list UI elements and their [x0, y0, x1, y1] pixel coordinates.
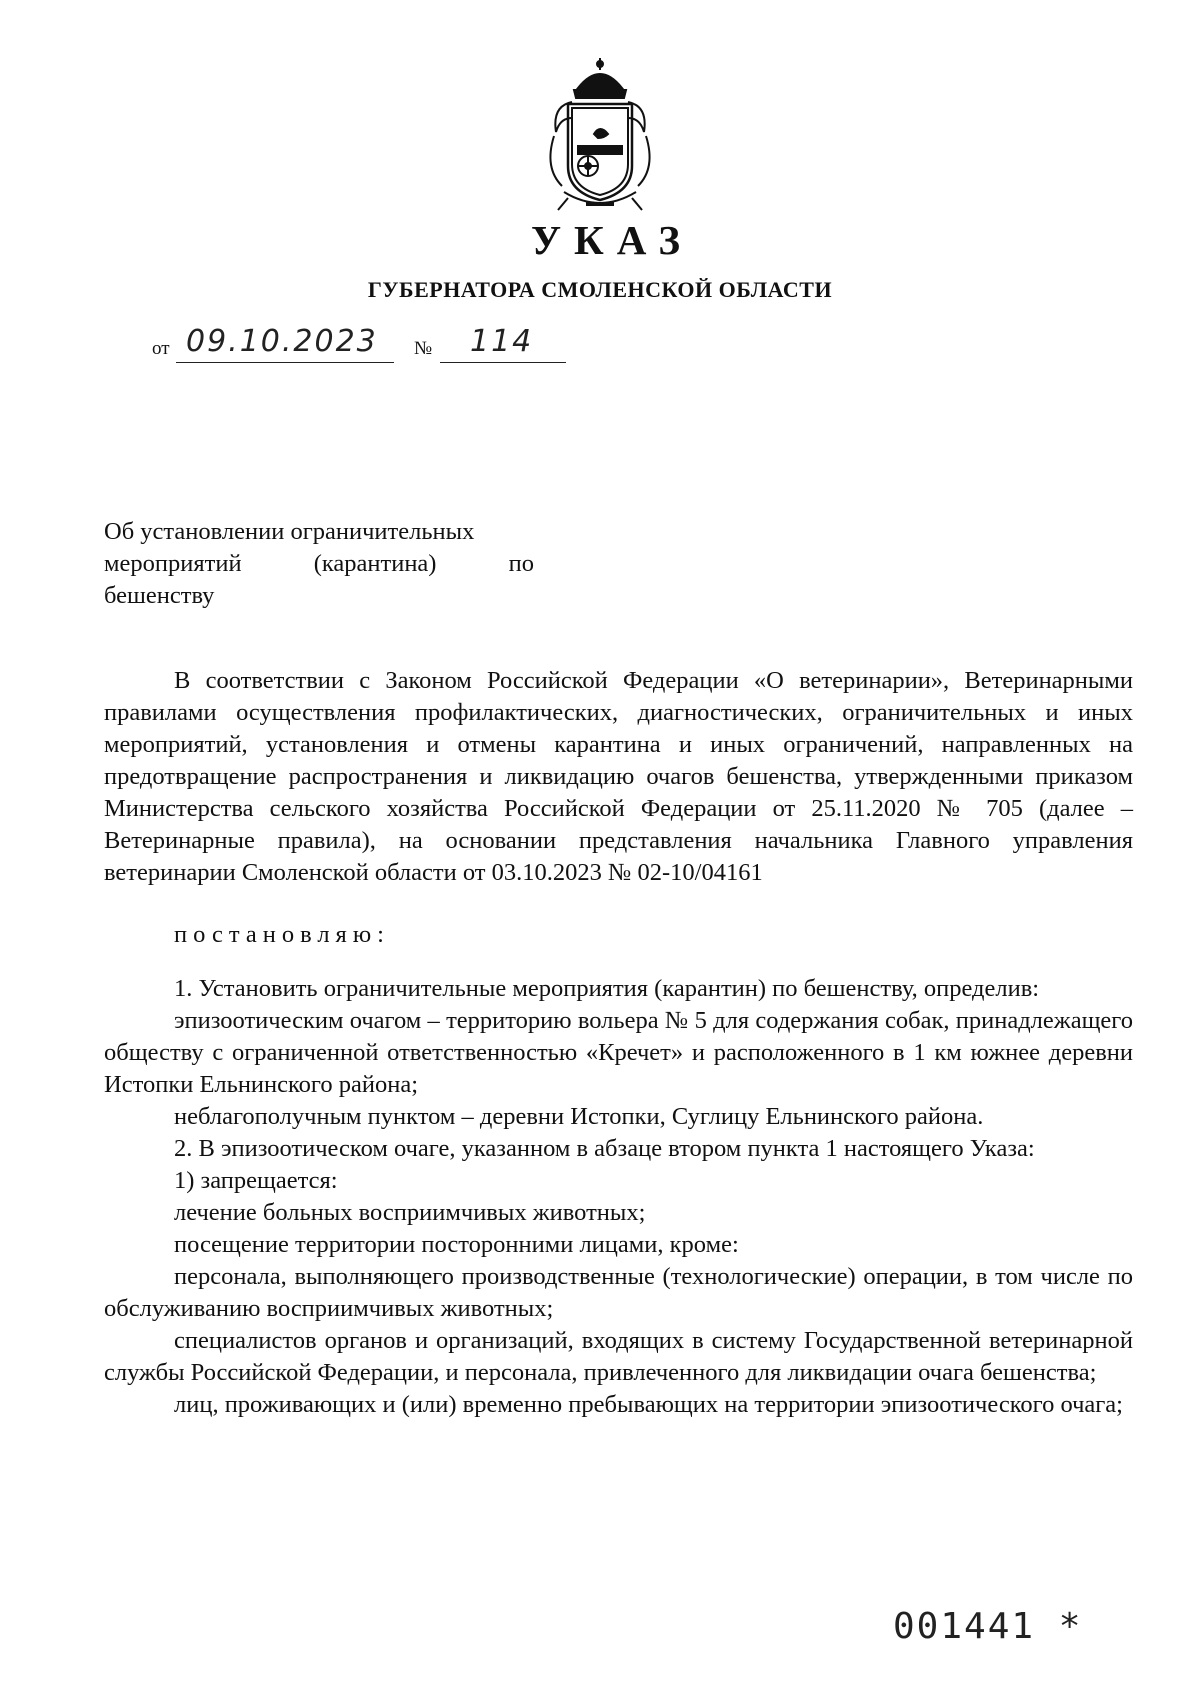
paragraph-2-1b: посещение территории посторонними лицами, кроме: [174, 1231, 739, 1258]
decree-word: постановляю: [174, 921, 390, 948]
preamble-paragraph: В соответствии с Законом Российской Федерации «О ветеринарии», Ветеринарными правилами осуществления профилактических, диагностических, ограничительных и иных мероприятий, установления и отмены карантина и иных ограничений, направленных на предотвращение распространения и ликвидацию очагов бешенства, утвержденными приказом Министерства сельского хозяйства Российской Федерации от 25.11.2020 № 705 (далее – Ветеринарные правила), на основании представления начальника Главного управления ветеринарии Смоленской области от 03.10.2023 № 02-10/04161 [104, 667, 1133, 886]
subject-word: мероприятий [104, 550, 242, 577]
handwritten-number: 114 [470, 324, 534, 359]
date-prefix: от [152, 338, 170, 359]
document-body [104, 665, 1133, 1421]
subject-line-1: Об установлении ограничительных [104, 518, 475, 545]
subject-line-3: бешенству [104, 582, 215, 609]
coat-of-arms-icon [538, 58, 662, 218]
document-title: УКАЗ [530, 217, 694, 263]
number-prefix: № [414, 338, 433, 359]
document-serial-number: 001441 * [893, 1606, 1083, 1647]
handwritten-date: 09.10.2023 [186, 324, 378, 359]
paragraph-2-1: 1) запрещается: [174, 1167, 338, 1194]
paragraph-2-1c: персонала, выполняющего производственные (технологические) операции, в том числе по обслуживанию восприимчивых животных; [104, 1263, 1133, 1322]
paragraph-2: 2. В эпизоотическом очаге, указанном в абзаце втором пункта 1 настоящего Указа: [174, 1135, 1035, 1162]
date-number-line [152, 326, 582, 366]
paragraph-1: 1. Установить ограничительные мероприятия (карантин) по бешенству, определив: [174, 975, 1040, 1002]
paragraph-2-1a: лечение больных восприимчивых животных; [174, 1199, 646, 1226]
subject-word: по [508, 550, 534, 577]
date-underline [176, 362, 394, 363]
document-subtitle: ГУБЕРНАТОРА СМОЛЕНСКОЙ ОБЛАСТИ [367, 277, 833, 302]
number-underline [440, 362, 566, 363]
paragraph-2-1d: специалистов органов и организаций, входящих в систему Государственной ветеринарной службы Российской Федерации, и персонала, привлеченного для ликвидации очага бешенства; [104, 1327, 1133, 1386]
subject-word: (карантина) [313, 550, 437, 577]
paragraph-1b: неблагополучным пунктом – деревни Истопки, Суглицу Ельнинского района. [174, 1103, 984, 1130]
paragraph-2-1e: лиц, проживающих и (или) временно пребывающих на территории эпизоотического очага; [174, 1391, 1123, 1418]
paragraph-1a: эпизоотическим очагом – территорию вольера № 5 для содержания собак, принадлежащего обществу с ограниченной ответственностью «Кречет» и расположенного в 1 км южнее деревни Истопки Ельнинского района; [104, 1007, 1133, 1098]
subject-line-2 [104, 548, 534, 580]
document-subject [104, 516, 534, 612]
